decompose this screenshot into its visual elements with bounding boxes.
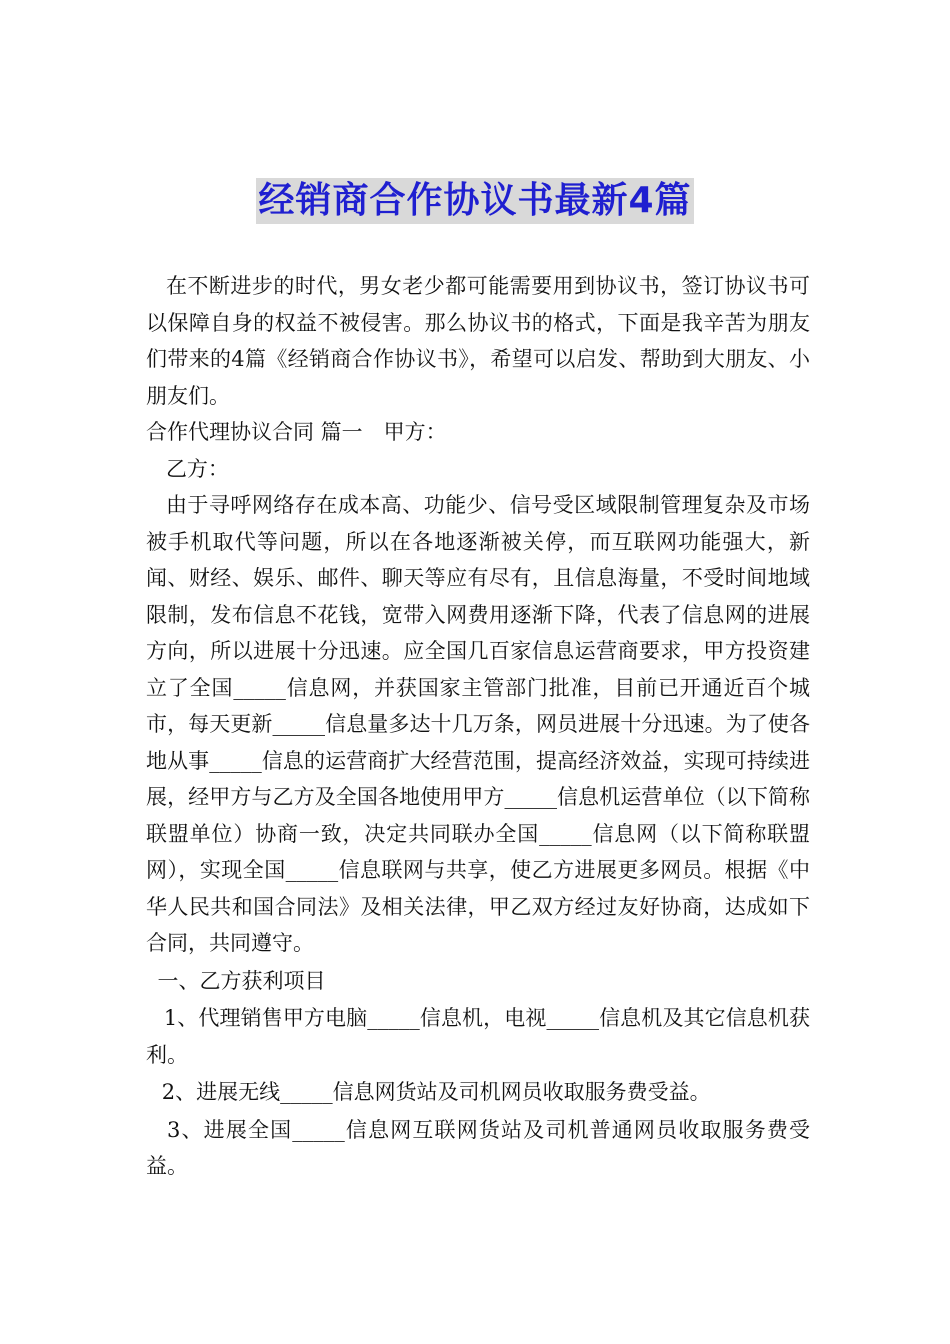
intro-paragraph: 在不断进步的时代，男女老少都可能需要用到协议书，签订协议书可以保障自身的权益不被侵害。那么协议书的格式，下面是我辛苦为朋友们带来的4篇《经销商合作协议书》，希望可以启发、帮助到大朋友、小朋友们。 — [146, 274, 810, 408]
profit-item-3: 3、进展全国_____信息网互联网货站及司机普通网员收取服务费受益。 — [146, 1117, 810, 1178]
profit-item-1: 1、代理销售甲方电脑_____信息机，电视_____信息机及其它信息机获利。 — [146, 1006, 810, 1067]
party-b-label: 乙方： — [165, 456, 229, 481]
title-container — [0, 178, 950, 224]
section-heading-party-a: 合作代理协议合同 篇一 甲方： — [146, 420, 447, 444]
section-heading-profit-items: 一、乙方获利项目 — [157, 968, 326, 993]
profit-item-2: 2、进展无线_____信息网货站及司机网员收取服务费受益。 — [161, 1080, 711, 1104]
contract-background-paragraph: 由于寻呼网络存在成本高、功能少、信号受区域限制管理复杂及市场被手机取代等问题，所以在各地逐渐被关停，而互联网功能强大，新闻、财经、娱乐、邮件、聊天等应有尽有，且信息海量，不受时间地域限制，发布信息不花钱，宽带入网费用逐渐下降，代表了信息网的进展方向，所以进展十分迅速。应全国几百家信息运营商要求，甲方投资建立了全国_____信息网，并获国家主管部门批准，目前已开通近百个城市，每天更新_____信息量多达十几万条，网员进展十分迅速。为了使各地从事_____信息的运营商扩大经营范围，提高经济效益，实现可持续进展，经甲方与乙方及全国各地使用甲方_____信息机运营单位（以下简称联盟单位）协商一致，决定共同联办全国_____信息网（以下简称联盟网），实现全国_____信息联网与共享，使乙方进展更多网员。根据《中华人民共和国合同法》及相关法律，甲乙双方经过友好协商，达成如下合同，共同遵守。 — [146, 493, 810, 955]
document-body — [146, 268, 810, 1185]
document-title: 经销商合作协议书最新4篇 — [256, 178, 693, 224]
